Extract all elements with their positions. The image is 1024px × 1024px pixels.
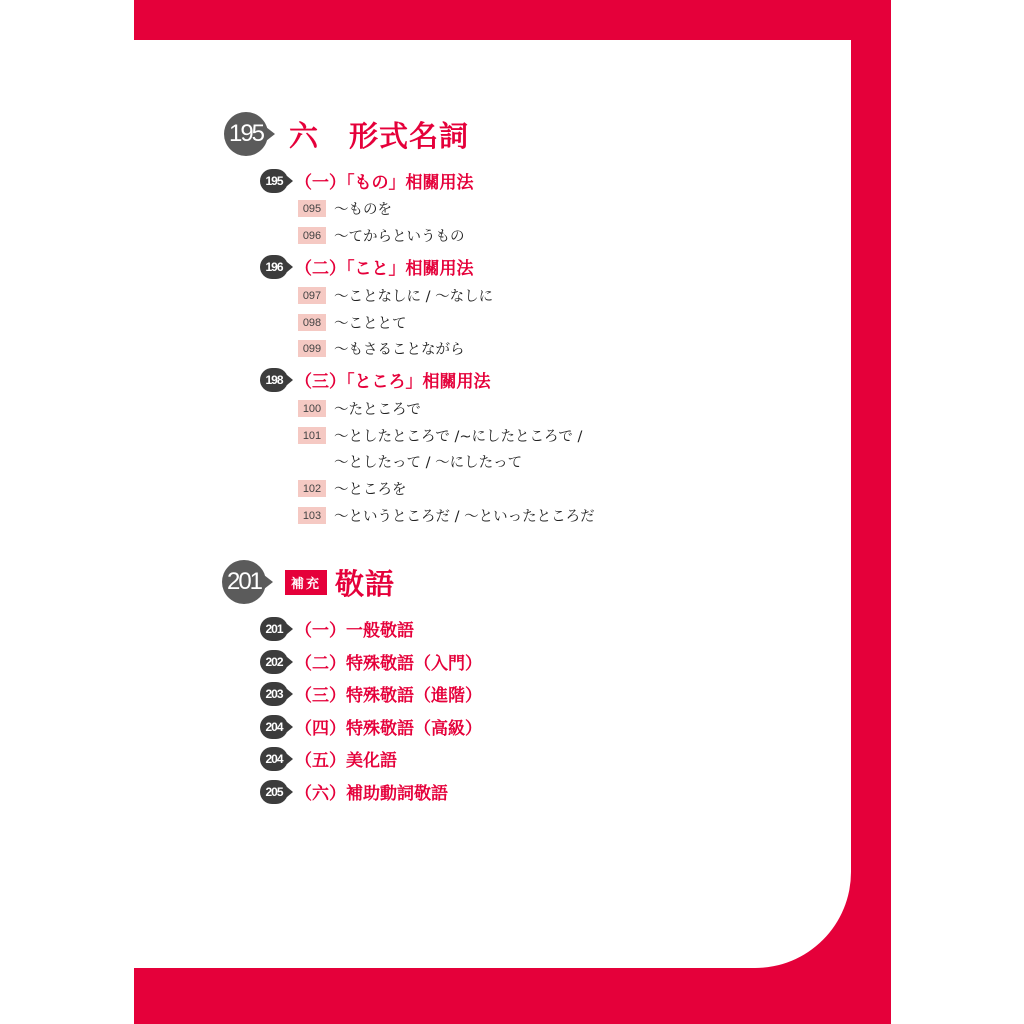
item-text: ～ことなしに / ～なしに: [334, 289, 494, 305]
page-number-badge: 198: [260, 368, 288, 392]
list-item[interactable]: [298, 312, 407, 333]
page-content-area: [134, 40, 851, 968]
item-text: ～としたところで /~にしたところで /: [334, 429, 583, 445]
page-number-badge: 195: [224, 112, 268, 156]
page-number-badge: 204: [260, 715, 288, 739]
item-number: 103: [298, 507, 326, 524]
section-heading: [224, 112, 469, 156]
subsection-heading: [260, 254, 474, 279]
item-number: 100: [298, 400, 326, 417]
list-item[interactable]: [298, 285, 493, 306]
item-number: 102: [298, 480, 326, 497]
list-item[interactable]: [298, 198, 392, 219]
badge-arrow-icon: [264, 575, 273, 589]
item-text: ～というところだ / ～といったところだ: [334, 509, 595, 525]
subsection-title[interactable]: （六）補助動詞敬語: [295, 784, 448, 804]
subsection-title[interactable]: （二）特殊敬語（入門）: [295, 654, 482, 674]
item-text: ～ものを: [334, 202, 392, 218]
badge-arrow-icon: [287, 787, 293, 797]
page-number-badge: 196: [260, 255, 288, 279]
page-number-badge: 202: [260, 650, 288, 674]
item-number: 096: [298, 227, 326, 244]
subsection-title[interactable]: （三）「ところ」相關用法: [295, 372, 491, 392]
subsection-title[interactable]: （五）美化語: [295, 751, 397, 771]
item-number: 101: [298, 427, 326, 444]
item-text-continuation: ～としたって / ～にしたって: [334, 455, 523, 471]
subsection-heading: [260, 616, 414, 641]
subsection-heading: [260, 779, 448, 804]
list-item[interactable]: [298, 398, 421, 419]
item-number: 095: [298, 200, 326, 217]
page-number-badge: 201: [260, 617, 288, 641]
list-item[interactable]: [298, 478, 407, 499]
section-heading: [222, 560, 395, 604]
page-number-badge: 195: [260, 169, 288, 193]
subsection-title[interactable]: （三）特殊敬語（進階）: [295, 686, 482, 706]
section-title[interactable]: 六 形式名詞: [289, 118, 470, 153]
list-item[interactable]: [298, 225, 465, 246]
supplement-tag: 補充: [285, 570, 327, 595]
badge-arrow-icon: [287, 689, 293, 699]
item-text: ～てからというもの: [334, 229, 465, 245]
subsection-heading: [260, 168, 474, 193]
badge-arrow-icon: [287, 375, 293, 385]
item-text: ～ところを: [334, 482, 407, 498]
item-text: ～もさることながら: [334, 342, 465, 358]
item-number: 097: [298, 287, 326, 304]
item-text: ～たところで: [334, 402, 421, 418]
badge-arrow-icon: [287, 176, 293, 186]
subsection-title[interactable]: （四）特殊敬語（高級）: [295, 719, 482, 739]
subsection-heading: [260, 649, 482, 674]
subsection-heading: [260, 746, 397, 771]
section-title[interactable]: 敬語: [335, 566, 396, 601]
item-text: ～こととて: [334, 316, 407, 332]
item-number: 098: [298, 314, 326, 331]
badge-arrow-icon: [287, 657, 293, 667]
subsection-heading: [260, 714, 482, 739]
page-number-badge: 205: [260, 780, 288, 804]
list-item[interactable]: [298, 505, 595, 526]
page-number-badge: 203: [260, 682, 288, 706]
badge-arrow-icon: [287, 722, 293, 732]
subsection-title[interactable]: （二）「こと」相關用法: [295, 259, 474, 279]
subsection-heading: [260, 367, 491, 392]
subsection-title[interactable]: （一）「もの」相關用法: [295, 173, 474, 193]
badge-arrow-icon: [287, 754, 293, 764]
page-number-badge: 204: [260, 747, 288, 771]
badge-arrow-icon: [287, 624, 293, 634]
list-item[interactable]: [298, 338, 465, 359]
subsection-title[interactable]: （一）一般敬語: [295, 621, 414, 641]
badge-arrow-icon: [266, 127, 275, 141]
page-number-badge: 201: [222, 560, 266, 604]
badge-arrow-icon: [287, 262, 293, 272]
list-item[interactable]: [298, 425, 582, 446]
subsection-heading: [260, 681, 482, 706]
item-number: 099: [298, 340, 326, 357]
